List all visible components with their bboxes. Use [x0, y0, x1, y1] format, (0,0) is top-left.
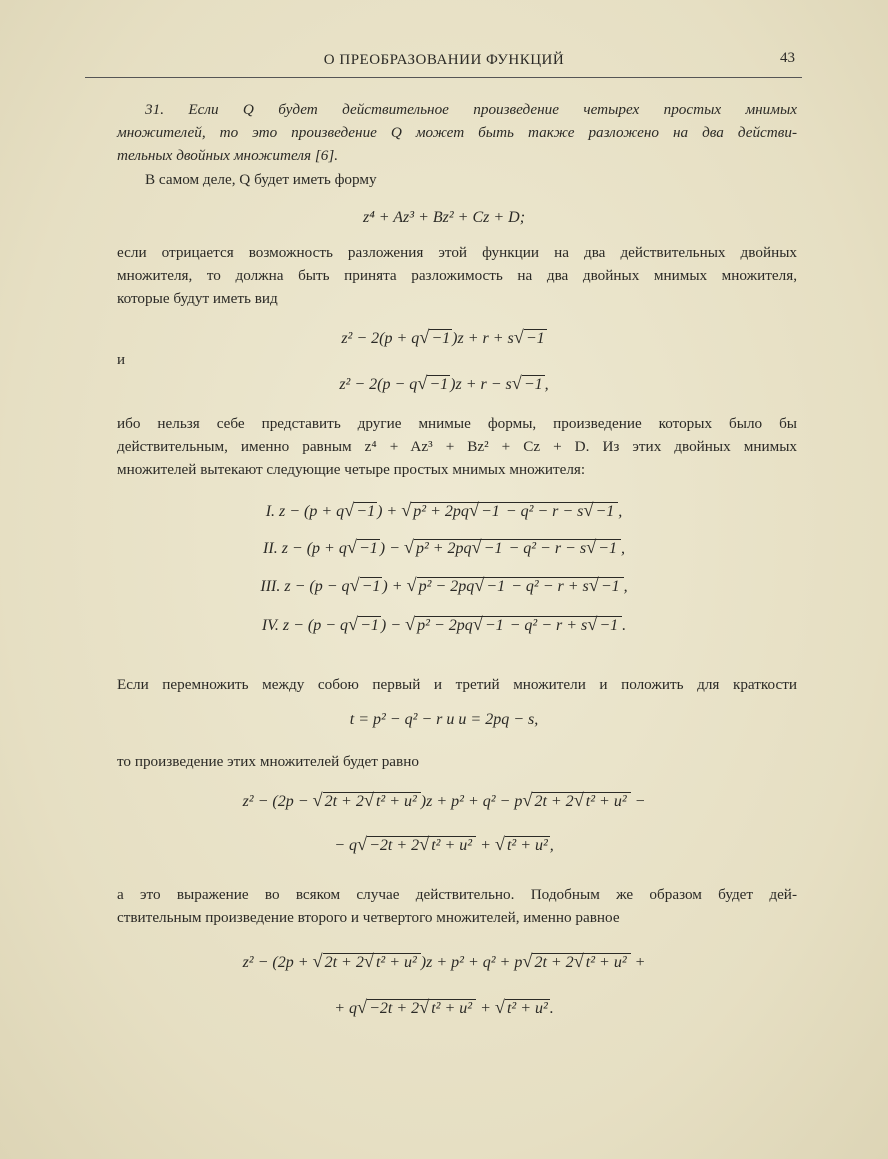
radicand: −1	[595, 503, 615, 520]
header-rule	[85, 77, 802, 78]
formula: z² − 2(p − q√ −1 )z + r − s√ −1 ,	[0, 372, 888, 396]
radical	[350, 574, 383, 598]
radical-sign: √	[587, 614, 598, 634]
text-line: ибо нельзя себе представить другие мнимые формы, произведение которых было бы	[117, 415, 797, 432]
radical-sign: √	[573, 951, 584, 971]
radical	[407, 574, 624, 598]
radical-sign: √	[312, 951, 323, 971]
radical	[574, 789, 629, 813]
text-line: ствительным произведение второго и четвертого множителей, именно равное	[117, 909, 620, 926]
text-line: Если перемножить между собою первый и третий множители и положить для краткости	[117, 676, 797, 693]
radical-sign: √	[403, 537, 414, 557]
radical	[586, 536, 619, 560]
radical-sign: √	[513, 327, 524, 347]
radical-sign: √	[586, 537, 597, 557]
radical	[587, 613, 620, 637]
radical	[574, 950, 629, 974]
radicand: −1	[484, 617, 504, 634]
radicand: 2t + 2√ t² + u²	[323, 953, 421, 971]
radicand: −1	[523, 376, 543, 393]
page-number: 43	[780, 50, 795, 66]
radical-sign: √	[419, 997, 430, 1017]
radical-sign: √	[573, 790, 584, 810]
radical-sign: √	[419, 327, 430, 347]
theorem-line: множителей, то это произведение Q может быть также разложено на два действи-	[117, 124, 797, 141]
radical	[364, 950, 419, 974]
radical-sign: √	[401, 500, 412, 520]
text-line: если отрицается возможность разложения этой функции на два действительных двойных	[117, 244, 797, 261]
radicand: −1	[360, 617, 379, 634]
radicand: −1	[598, 540, 617, 557]
radicand: p² − 2pq√ −1 − q² − r + s√ −1	[415, 616, 622, 634]
factor-formula: IV. z − (p − q√ −1 ) − √ p² − 2pq√ −1 − q² − r + s√ −1 .	[0, 613, 888, 637]
radical	[347, 536, 380, 560]
radical	[419, 996, 474, 1020]
radicand: −1	[358, 540, 378, 557]
radical-sign: √	[312, 790, 323, 810]
radicand: t² + u²	[431, 1000, 473, 1017]
text-line: действительным, именно равным z⁴ + Az³ + Bz² + Cz + D. Из этих двойных мнимых	[117, 438, 797, 455]
running-header: О ПРЕОБРАЗОВАНИИ ФУНКЦИЙ	[323, 52, 565, 68]
radical-sign: √	[472, 614, 483, 634]
radicand: −1	[600, 578, 620, 595]
radical	[401, 499, 618, 523]
radical-sign: √	[356, 997, 368, 1017]
radicand: −2t + 2√ t² + u²	[367, 999, 476, 1017]
radical-sign: √	[348, 614, 359, 634]
radical	[404, 536, 621, 560]
radicand: −2t + 2√ t² + u²	[367, 836, 476, 854]
radical	[344, 499, 377, 523]
radicand: t² + u²	[375, 954, 417, 971]
radical	[357, 996, 476, 1020]
text-line: В самом деле, Q будет иметь форму	[145, 171, 377, 188]
radicand: −1	[483, 540, 503, 557]
radical	[313, 950, 421, 974]
radical	[522, 789, 630, 813]
radical-sign: √	[471, 537, 482, 557]
radicand: 2t + 2√ t² + u²	[532, 953, 630, 971]
radical	[495, 996, 550, 1020]
radical	[405, 613, 622, 637]
radicand: −1	[431, 330, 451, 347]
radical-sign: √	[474, 575, 485, 595]
radicand: t² + u²	[585, 793, 627, 810]
theorem-line: 31. Если Q будет действительное произведение четырех простых мнимых	[145, 101, 797, 118]
radical-sign: √	[346, 537, 357, 557]
radicand: t² + u²	[506, 1000, 548, 1017]
radical	[495, 833, 550, 857]
text-line: а это выражение во всяком случае действительно. Подобным же образом будет дей-	[117, 886, 797, 903]
formula: t = p² − q² − r и u = 2pq − s,	[349, 711, 539, 728]
radical	[589, 574, 622, 598]
formula: + q√ −2t + 2√ t² + u² + √ t² + u² .	[0, 996, 888, 1020]
radical	[514, 326, 547, 350]
radical-sign: √	[417, 373, 428, 393]
radical	[512, 372, 545, 396]
radical-sign: √	[356, 834, 368, 854]
radical	[583, 499, 616, 523]
radicand: t² + u²	[375, 793, 417, 810]
radical-sign: √	[406, 575, 417, 595]
radical	[522, 950, 630, 974]
factor-formula: II. z − (p + q√ −1 ) − √ p² + 2pq√ −1 − q² − r − s√ −1 ,	[0, 536, 888, 560]
radical-sign: √	[363, 951, 374, 971]
radical-sign: √	[344, 500, 355, 520]
radical	[417, 372, 450, 396]
radicand: 2t + 2√ t² + u²	[532, 792, 630, 810]
radicand: p² − 2pq√ −1 − q² − r + s√ −1	[417, 577, 624, 595]
radicand: t² + u²	[431, 837, 473, 854]
factor-formula: III. z − (p − q√ −1 ) + √ p² − 2pq√ −1 − q² − r + s√ −1 ,	[0, 574, 888, 598]
formula: − q√ −2t + 2√ t² + u² + √ t² + u² ,	[0, 833, 888, 857]
formula: z² − (2p + √ 2t + 2√ t² + u² )z + p² + q² + p√ 2t + 2√ t² + u² +	[0, 950, 888, 974]
radical	[419, 326, 452, 350]
radical-sign: √	[511, 373, 522, 393]
radical	[364, 789, 419, 813]
radical	[357, 833, 476, 857]
radical-sign: √	[363, 790, 374, 810]
text-line: множителей вытекают следующие четыре простых мнимых множителя:	[117, 461, 586, 478]
radical-sign: √	[468, 500, 479, 520]
radical-sign: √	[419, 834, 430, 854]
formula: z² − (2p − √ 2t + 2√ t² + u² )z + p² + q² − p√ 2t + 2√ t² + u² −	[0, 789, 888, 813]
radical-sign: √	[494, 834, 505, 854]
radicand: t² + u²	[585, 954, 627, 971]
radical-sign: √	[405, 614, 416, 634]
radicand: −1	[525, 330, 545, 347]
radical-sign: √	[588, 575, 599, 595]
radical-sign: √	[522, 951, 533, 971]
text-line: то произведение этих множителей будет равно	[117, 753, 419, 770]
radical	[348, 613, 381, 637]
radicand: −1	[356, 503, 376, 520]
radicand: −1	[361, 578, 381, 595]
conjunction: и	[117, 352, 126, 368]
radical	[313, 789, 421, 813]
radical-sign: √	[349, 575, 360, 595]
theorem-line: тельных двойных множителя [6].	[117, 147, 339, 164]
radical	[472, 536, 505, 560]
radicand: −1	[480, 503, 500, 520]
radical-sign: √	[494, 997, 505, 1017]
radicand: −1	[429, 376, 449, 393]
radical	[419, 833, 474, 857]
radicand: −1	[599, 617, 619, 634]
radicand: 2t + 2√ t² + u²	[323, 792, 421, 810]
radicand: p² + 2pq√ −1 − q² − r − s√ −1	[411, 502, 618, 520]
text-line: которые будут иметь вид	[117, 290, 278, 307]
radical-sign: √	[583, 500, 594, 520]
radical	[474, 574, 507, 598]
radical	[473, 613, 506, 637]
factor-formula: I. z − (p + q√ −1 ) + √ p² + 2pq√ −1 − q² − r − s√ −1 ,	[0, 499, 888, 523]
radicand: p² + 2pq√ −1 − q² − r − s√ −1	[414, 539, 621, 557]
text-line: множителя, то должна быть принята разложимость на два двойных мнимых множителя,	[117, 267, 797, 284]
formula: z² − 2(p + q√ −1 )z + r + s√ −1	[0, 326, 888, 350]
formula: z⁴ + Az³ + Bz² + Cz + D;	[362, 209, 526, 226]
radical	[469, 499, 502, 523]
radicand: t² + u²	[506, 837, 548, 854]
radicand: −1	[486, 578, 506, 595]
radical-sign: √	[522, 790, 533, 810]
